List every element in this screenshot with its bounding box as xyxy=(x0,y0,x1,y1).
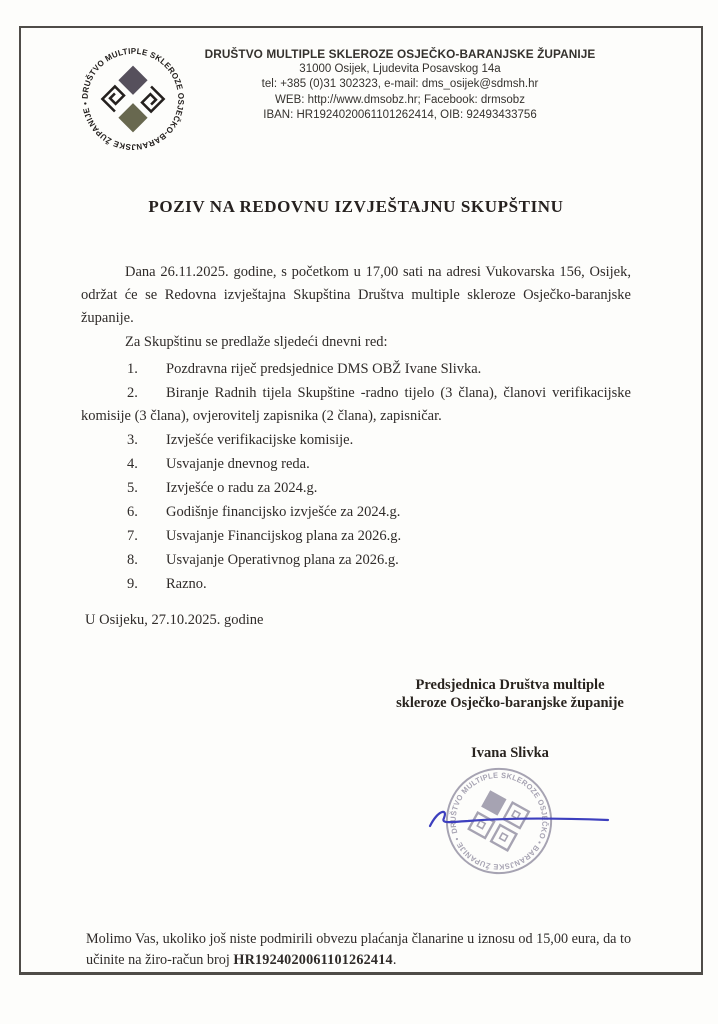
logo-meander-right-icon xyxy=(139,86,164,111)
agenda-number: 9. xyxy=(127,576,138,592)
agenda-text: Izvješće verifikacijske komisije. xyxy=(166,432,354,448)
agenda-text: Pozdravna riječ predsjednice DMS OBŽ Ivane Slivka. xyxy=(166,361,482,377)
org-iban-oib: IBAN: HR1924020061101262414, OIB: 92493433756 xyxy=(263,108,537,121)
agenda-item-8 xyxy=(81,549,631,572)
agenda-text: Razno. xyxy=(166,576,207,592)
agenda-item-3 xyxy=(81,429,631,452)
org-contact: tel: +385 (0)31 302323, e-mail: dms_osijek@sdmsh.hr xyxy=(261,78,539,91)
intro-paragraph: Dana 26.11.2025. godine, s početkom u 17,00 sati na adresi Vukovarska 156, Osijek, održat će se Redovna izvještajna Skupština Društva multiple skleroze Osječko-baranjske županije. xyxy=(81,264,631,326)
agenda-item-1 xyxy=(81,358,631,381)
agenda-item-2 xyxy=(81,382,631,428)
agenda-lead: Za Skupštinu se predlaže sljedeći dnevni red: xyxy=(125,334,388,350)
signatory-role-line2: skleroze Osječko-baranjske županije xyxy=(396,695,624,711)
signatory-role xyxy=(360,676,660,712)
org-web: WEB: http://www.dmsobz.hr; Facebook: drmsobz xyxy=(275,93,525,106)
org-address: 31000 Osijek, Ljudevita Posavskog 14a xyxy=(299,63,501,76)
logo-diamond-top xyxy=(118,66,147,95)
org-name: DRUŠTVO MULTIPLE SKLEROZE OSJEČKO-BARANJSKE ŽUPANIJE xyxy=(204,47,596,61)
agenda-text: Usvajanje dnevnog reda. xyxy=(166,456,310,472)
letterhead xyxy=(180,47,620,123)
handwritten-signature xyxy=(424,794,616,846)
agenda-number: 6. xyxy=(127,504,138,520)
note-iban: HR1924020061101262414 xyxy=(233,951,393,968)
agenda-text: Usvajanje Financijskog plana za 2026.g. xyxy=(166,528,402,544)
agenda-item-5 xyxy=(81,477,631,500)
agenda-item-9 xyxy=(81,573,631,596)
note-period: . xyxy=(392,951,397,968)
agenda-number: 5. xyxy=(127,480,138,496)
stamp-ring-text: DRUŠTVO MULTIPLE SKLEROZE OSJEČKO • BARANJSKE ŽUPANIJE • xyxy=(448,770,550,872)
agenda-number: 4. xyxy=(127,456,138,472)
membership-fee-note xyxy=(86,929,638,970)
agenda-item-4 xyxy=(81,453,631,476)
logo-emblem xyxy=(100,66,167,133)
note-text: Molimo Vas, ukoliko još niste podmirili obvezu plaćanja članarine u iznosu od 15,00 eura, da to učinite na žiro-račun broj xyxy=(86,931,632,968)
signatory-name: Ivana Slivka xyxy=(471,745,549,761)
agenda-text: Usvajanje Operativnog plana za 2026.g. xyxy=(166,552,399,568)
agenda-number: 1. xyxy=(127,361,138,377)
dateline: U Osijeku, 27.10.2025. godine xyxy=(85,612,264,628)
agenda-item-7 xyxy=(81,525,631,548)
letter-body xyxy=(81,261,631,597)
agenda-number: 3. xyxy=(127,432,138,448)
logo-meander-left-icon xyxy=(102,86,127,111)
agenda-text: Biranje Radnih tijela Skupštine -radno tijelo (3 člana), članovi verifikacijske komisije (3 člana), ovjerovitelj zapisnika (2 člana), zapisničar. xyxy=(81,385,631,424)
agenda-number: 7. xyxy=(127,528,138,544)
agenda-number: 2. xyxy=(127,385,138,401)
logo-ring-text: DRUŠTVO MULTIPLE SKLEROZE OSJEČKO-BARANJSKE ŽUPANIJE • xyxy=(80,46,186,152)
logo-diamond-bottom xyxy=(118,103,147,132)
document-title: POZIV NA REDOVNU IZVJEŠTAJNU SKUPŠTINU xyxy=(148,197,564,216)
org-logo xyxy=(74,40,192,158)
agenda-item-6 xyxy=(81,501,631,524)
agenda-number: 8. xyxy=(127,552,138,568)
agenda-text: Izvješće o radu za 2024.g. xyxy=(166,480,318,496)
agenda-text: Godišnje financijsko izvješće za 2024.g. xyxy=(166,504,401,520)
signatory-role-line1: Predsjednica Društva multiple xyxy=(415,677,605,693)
